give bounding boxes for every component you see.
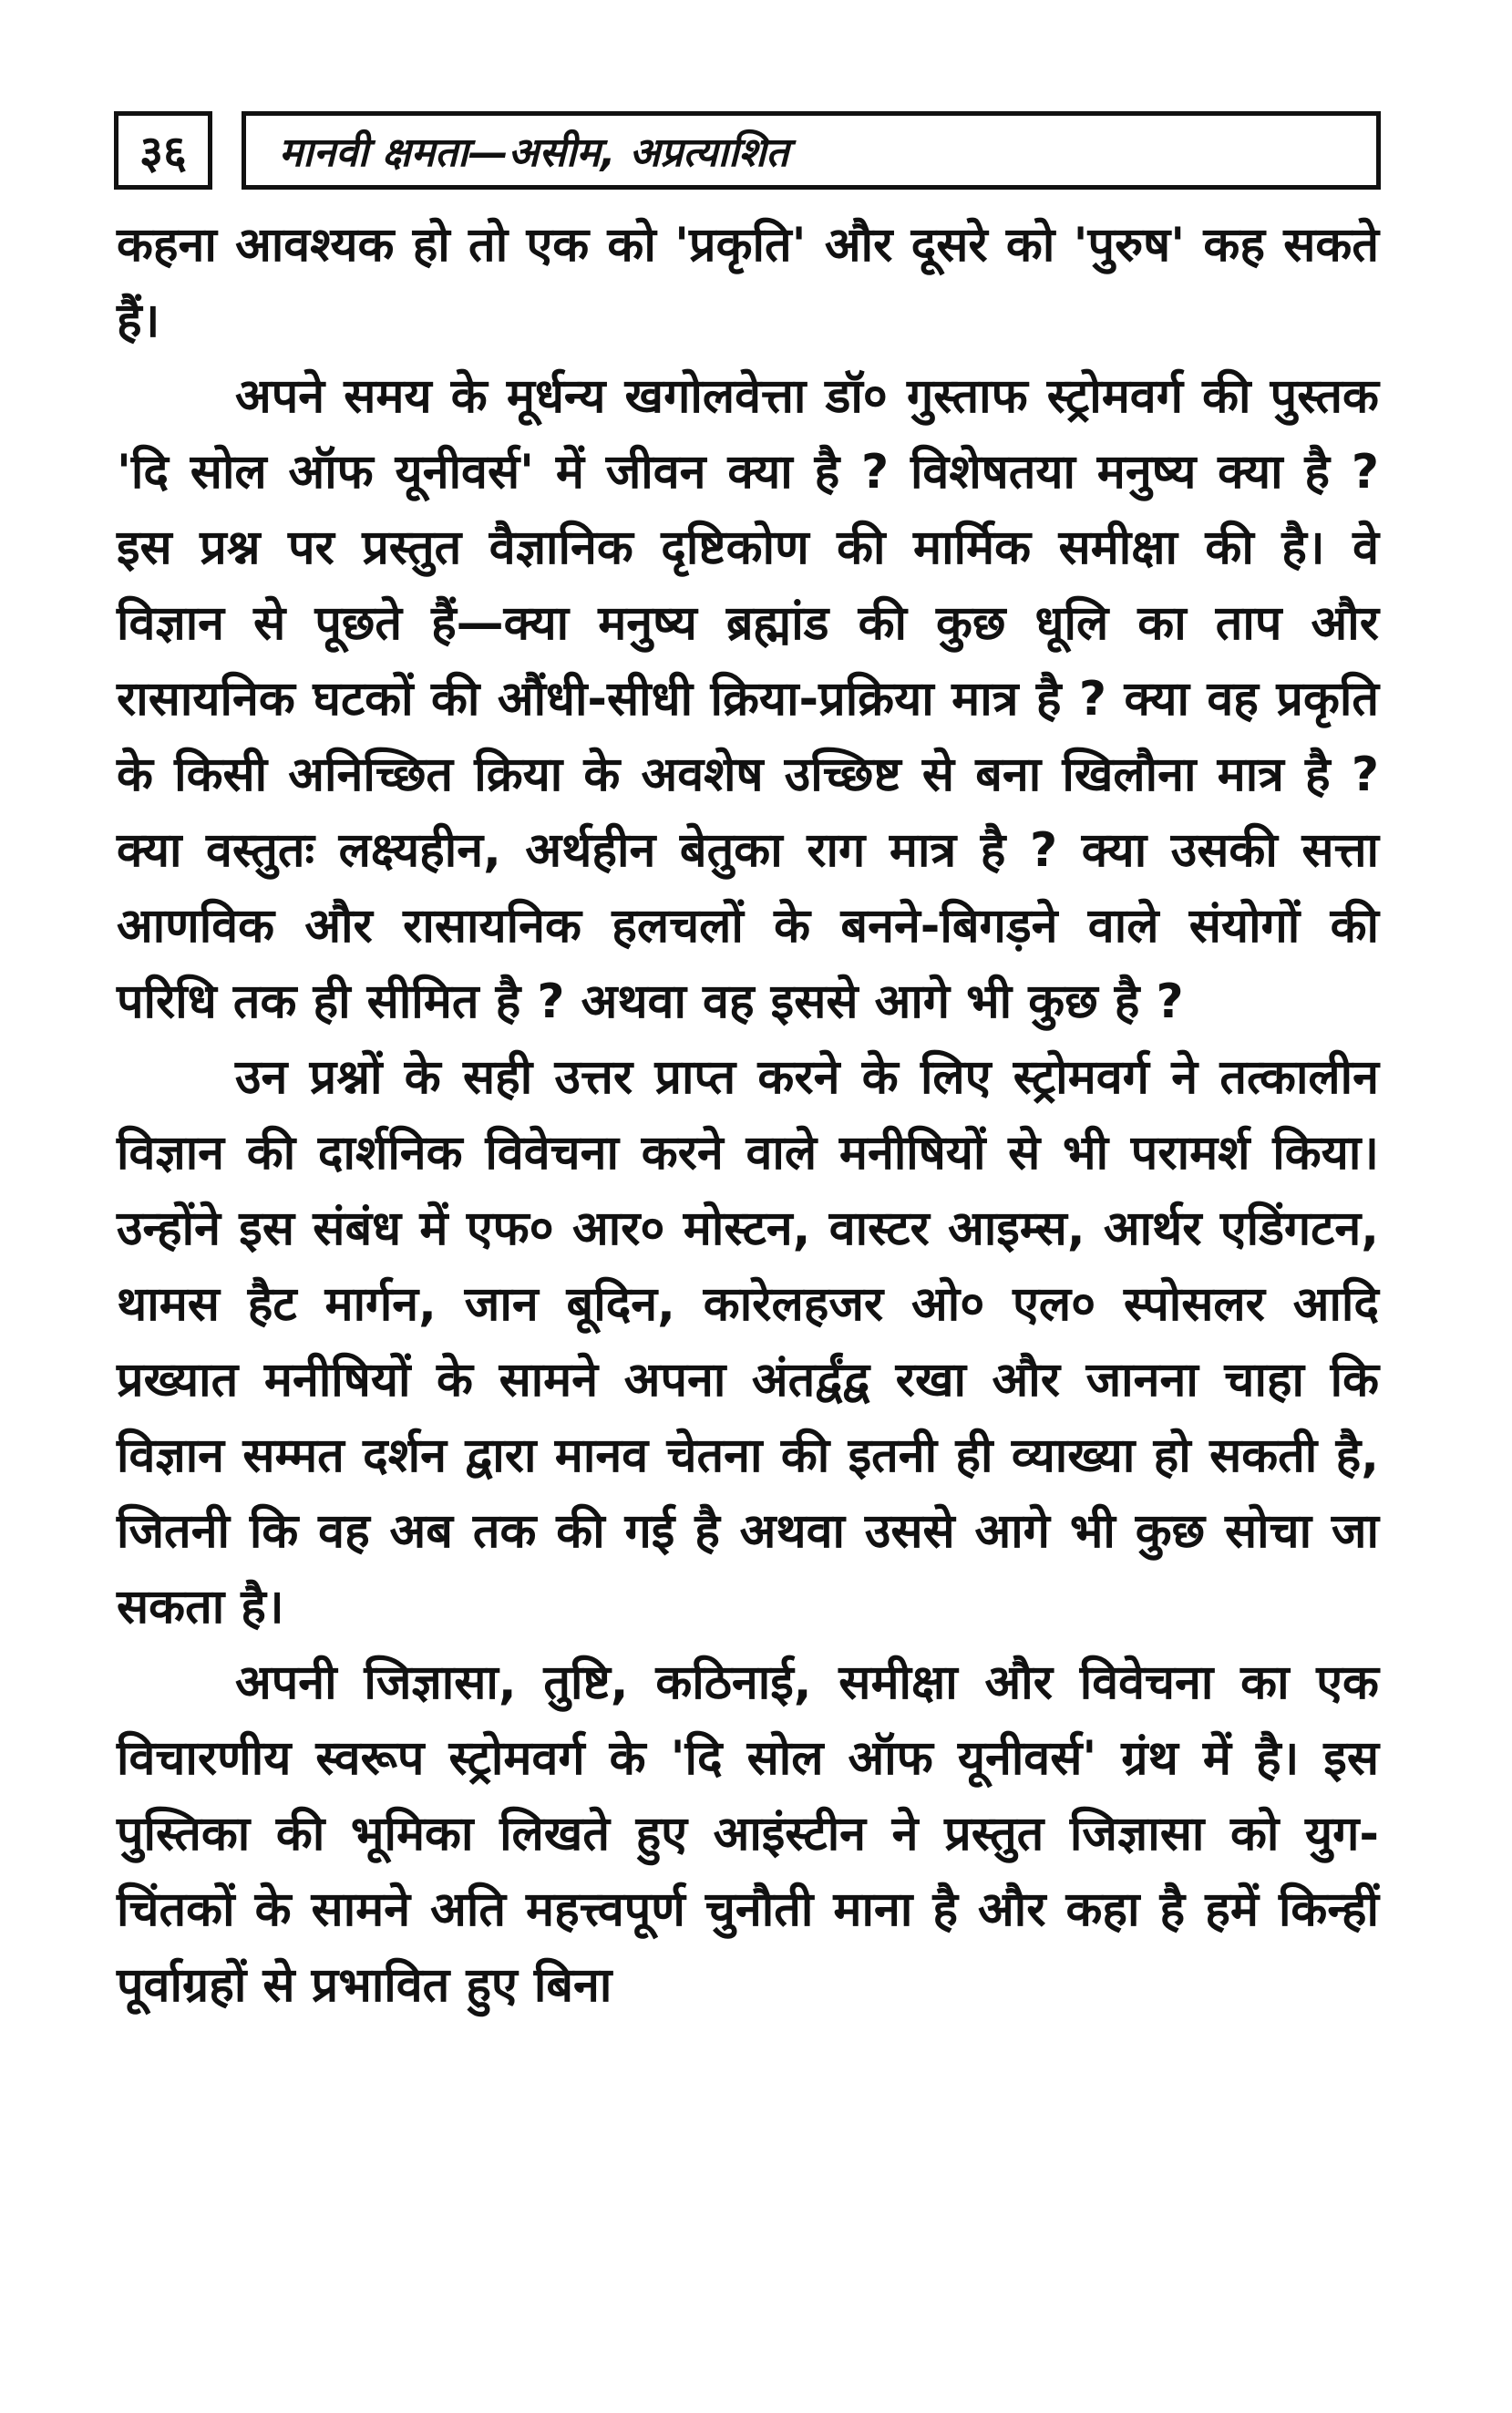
page-number: ३६ [114, 111, 212, 190]
running-title: मानवी क्षमता—असीम, अप्रत्याशित [242, 111, 1381, 190]
paragraph-1: कहना आवश्यक हो तो एक को 'प्रकृति' और दूसरे को 'पुरुष' कह सकते हैं। [117, 218, 1379, 348]
paragraph-4: अपनी जिज्ञासा, तुष्टि, कठिनाई, समीक्षा और विवेचना का एक विचारणीय स्वरूप स्ट्रोमवर्ग के 'दि सोल ऑफ यूनीवर्स' ग्रंथ में है। इस पुस्तिका की भूमिका लिखते हुए आइंस्टीन ने प्रस्तुत जिज्ञासा को युग-चिंतकों के सामने अति महत्त्वपूर्ण चुनौती माना है और कहा है हमें किन्हीं पूर्वाग्रहों से प्रभावित हुए बिना [117, 1655, 1379, 2013]
paragraph-2: अपने समय के मूर्धन्य खगोलवेत्ता डॉ० गुस्ताफ स्ट्रोमवर्ग की पुस्तक 'दि सोल ऑफ यूनीवर्स' में जीवन क्या है ? विशेषतया मनुष्य क्या है ? इस प्रश्न पर प्रस्तुत वैज्ञानिक दृष्टिकोण की मार्मिक समीक्षा की है। वे विज्ञान से पूछते हैं—क्या मनुष्य ब्रह्मांड की कुछ धूलि का ताप और रासायनिक घटकों की औंधी-सीधी क्रिया-प्रक्रिया मात्र है ? क्या वह प्रकृति के किसी अनिच्छित क्रिया के अवशेष उच्छिष्ट से बना खिलौना मात्र है ? क्या वस्तुतः लक्ष्यहीन, अर्थहीन बेतुका राग मात्र है ? क्या उसकी सत्ता आणविक और रासायनिक हलचलों के बनने-बिगड़ने वाले संयोगों की परिधि तक ही सीमित है ? अथवा वह इससे आगे भी कुछ है ? [117, 369, 1379, 1029]
body-text [117, 208, 1379, 2024]
paragraph-3: उन प्रश्नों के सही उत्तर प्राप्त करने के लिए स्ट्रोमवर्ग ने तत्कालीन विज्ञान की दार्शनिक विवेचना करने वाले मनीषियों से भी परामर्श किया। उन्होंने इस संबंध में एफ० आर० मोस्टन, वास्टर आइम्स, आर्थर एडिंगटन, थामस हैट मार्गन, जान बूदिन, कारेलहजर ओ० एल० स्पोसलर आदि प्रख्यात मनीषियों के सामने अपना अंतर्द्वंद्व रखा और जानना चाहा कि विज्ञान सम्मत दर्शन द्वारा मानव चेतना की इतनी ही व्याख्या हो सकती है, जितनी कि वह अब तक की गई है अथवा उससे आगे भी कुछ सोचा जा सकता है। [117, 1050, 1379, 1634]
page-header [114, 108, 1381, 195]
